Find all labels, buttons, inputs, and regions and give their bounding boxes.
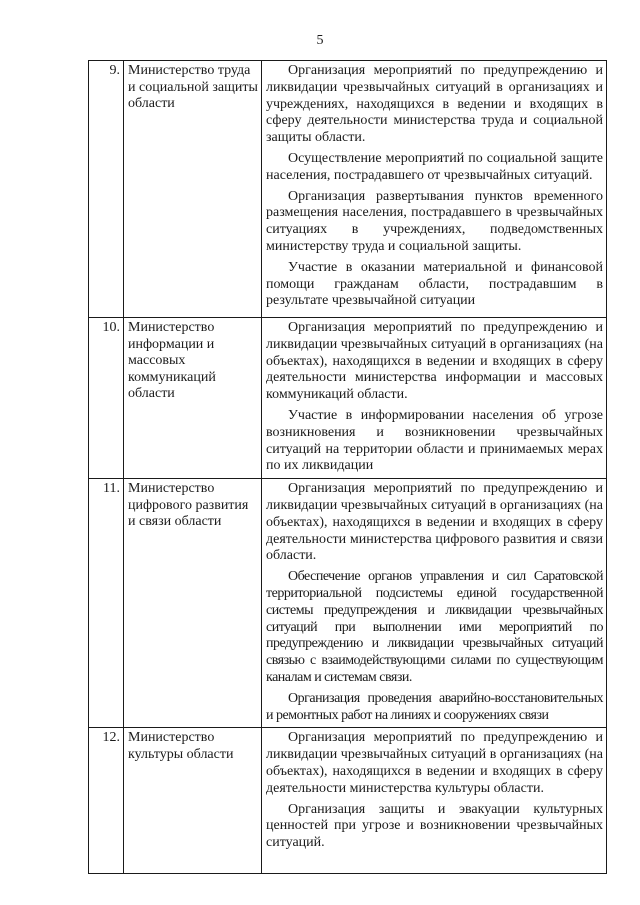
responsibility-table bbox=[88, 60, 607, 874]
function-paragraph: Организация мероприятий по предупреждению и ликвидации чрезвычайных ситуаций в организациях (на объектах), находящихся в ведении и входящих в сферу деятельности министерства цифрового развития и связи области. bbox=[266, 481, 603, 564]
page-number: 5 bbox=[316, 33, 324, 48]
function-paragraph: Организация мероприятий по предупреждению и ликвидации чрезвычайных ситуаций в организациях и учреждениях, находящихся в ведении и входящих в сферу деятельности министерства труда и социальной защиты области. bbox=[266, 63, 603, 146]
functions-cell bbox=[262, 728, 607, 874]
table-row bbox=[89, 61, 607, 318]
row-number: 12. bbox=[89, 728, 124, 874]
functions-cell bbox=[262, 479, 607, 728]
table-row bbox=[89, 479, 607, 728]
functions-cell bbox=[262, 318, 607, 479]
row-number: 10. bbox=[89, 318, 124, 479]
functions-cell bbox=[262, 61, 607, 318]
organization-name: Министерство цифрового развития и связи области bbox=[124, 479, 262, 728]
function-paragraph: Организация защиты и эвакуации культурных ценностей при угрозе и возникновении чрезвычайных ситуаций. bbox=[266, 801, 603, 851]
organization-name: Министерство труда и социальной защиты области bbox=[124, 61, 262, 318]
organization-name: Министерство информации и массовых коммуникаций области bbox=[124, 318, 262, 479]
row-number: 11. bbox=[89, 479, 124, 728]
function-paragraph: Организация проведения аварийно-восстановительных и ремонтных работ на линиях и сооружениях связи bbox=[266, 690, 603, 723]
function-paragraph: Организация развертывания пунктов временного размещения населения, пострадавшего в чрезвычайных ситуациях в учреждениях, подведомственных министерству труда и социальной защиты. bbox=[266, 188, 603, 254]
table-row bbox=[89, 728, 607, 874]
function-paragraph: Участие в оказании материальной и финансовой помощи гражданам области, пострадавшим в результате чрезвычайной ситуации bbox=[266, 259, 603, 309]
table-row bbox=[89, 318, 607, 479]
row-number: 9. bbox=[89, 61, 124, 318]
function-paragraph: Организация мероприятий по предупреждению и ликвидации чрезвычайных ситуаций в организациях (на объектах), находящихся в ведении и входящих в сферу деятельности министерства культуры области. bbox=[266, 730, 603, 796]
organization-name: Министерство культуры области bbox=[124, 728, 262, 874]
function-paragraph: Участие в информировании населения об угрозе возникновения и возникновении чрезвычайных ситуаций на территории области и принимаемых мерах по их ликвидации bbox=[266, 407, 603, 474]
function-paragraph: Организация мероприятий по предупреждению и ликвидации чрезвычайных ситуаций в организациях (на объектах), находящихся в ведении и входящих в сферу деятельности министерства информации и массовых коммуникаций области. bbox=[266, 320, 603, 403]
function-paragraph: Обеспечение органов управления и сил Саратовской территориальной подсистемы единой государственной системы предупреждения и ликвидации чрезвычайных ситуаций при выполнении ими мероприятий по предупреждению и ликвидации чрезвычайных ситуаций связью с взаимодействующими силами по существующим каналам и системам связи. bbox=[266, 569, 603, 685]
function-paragraph: Осуществление мероприятий по социальной защите населения, пострадавшего от чрезвычайных ситуаций. bbox=[266, 150, 603, 183]
